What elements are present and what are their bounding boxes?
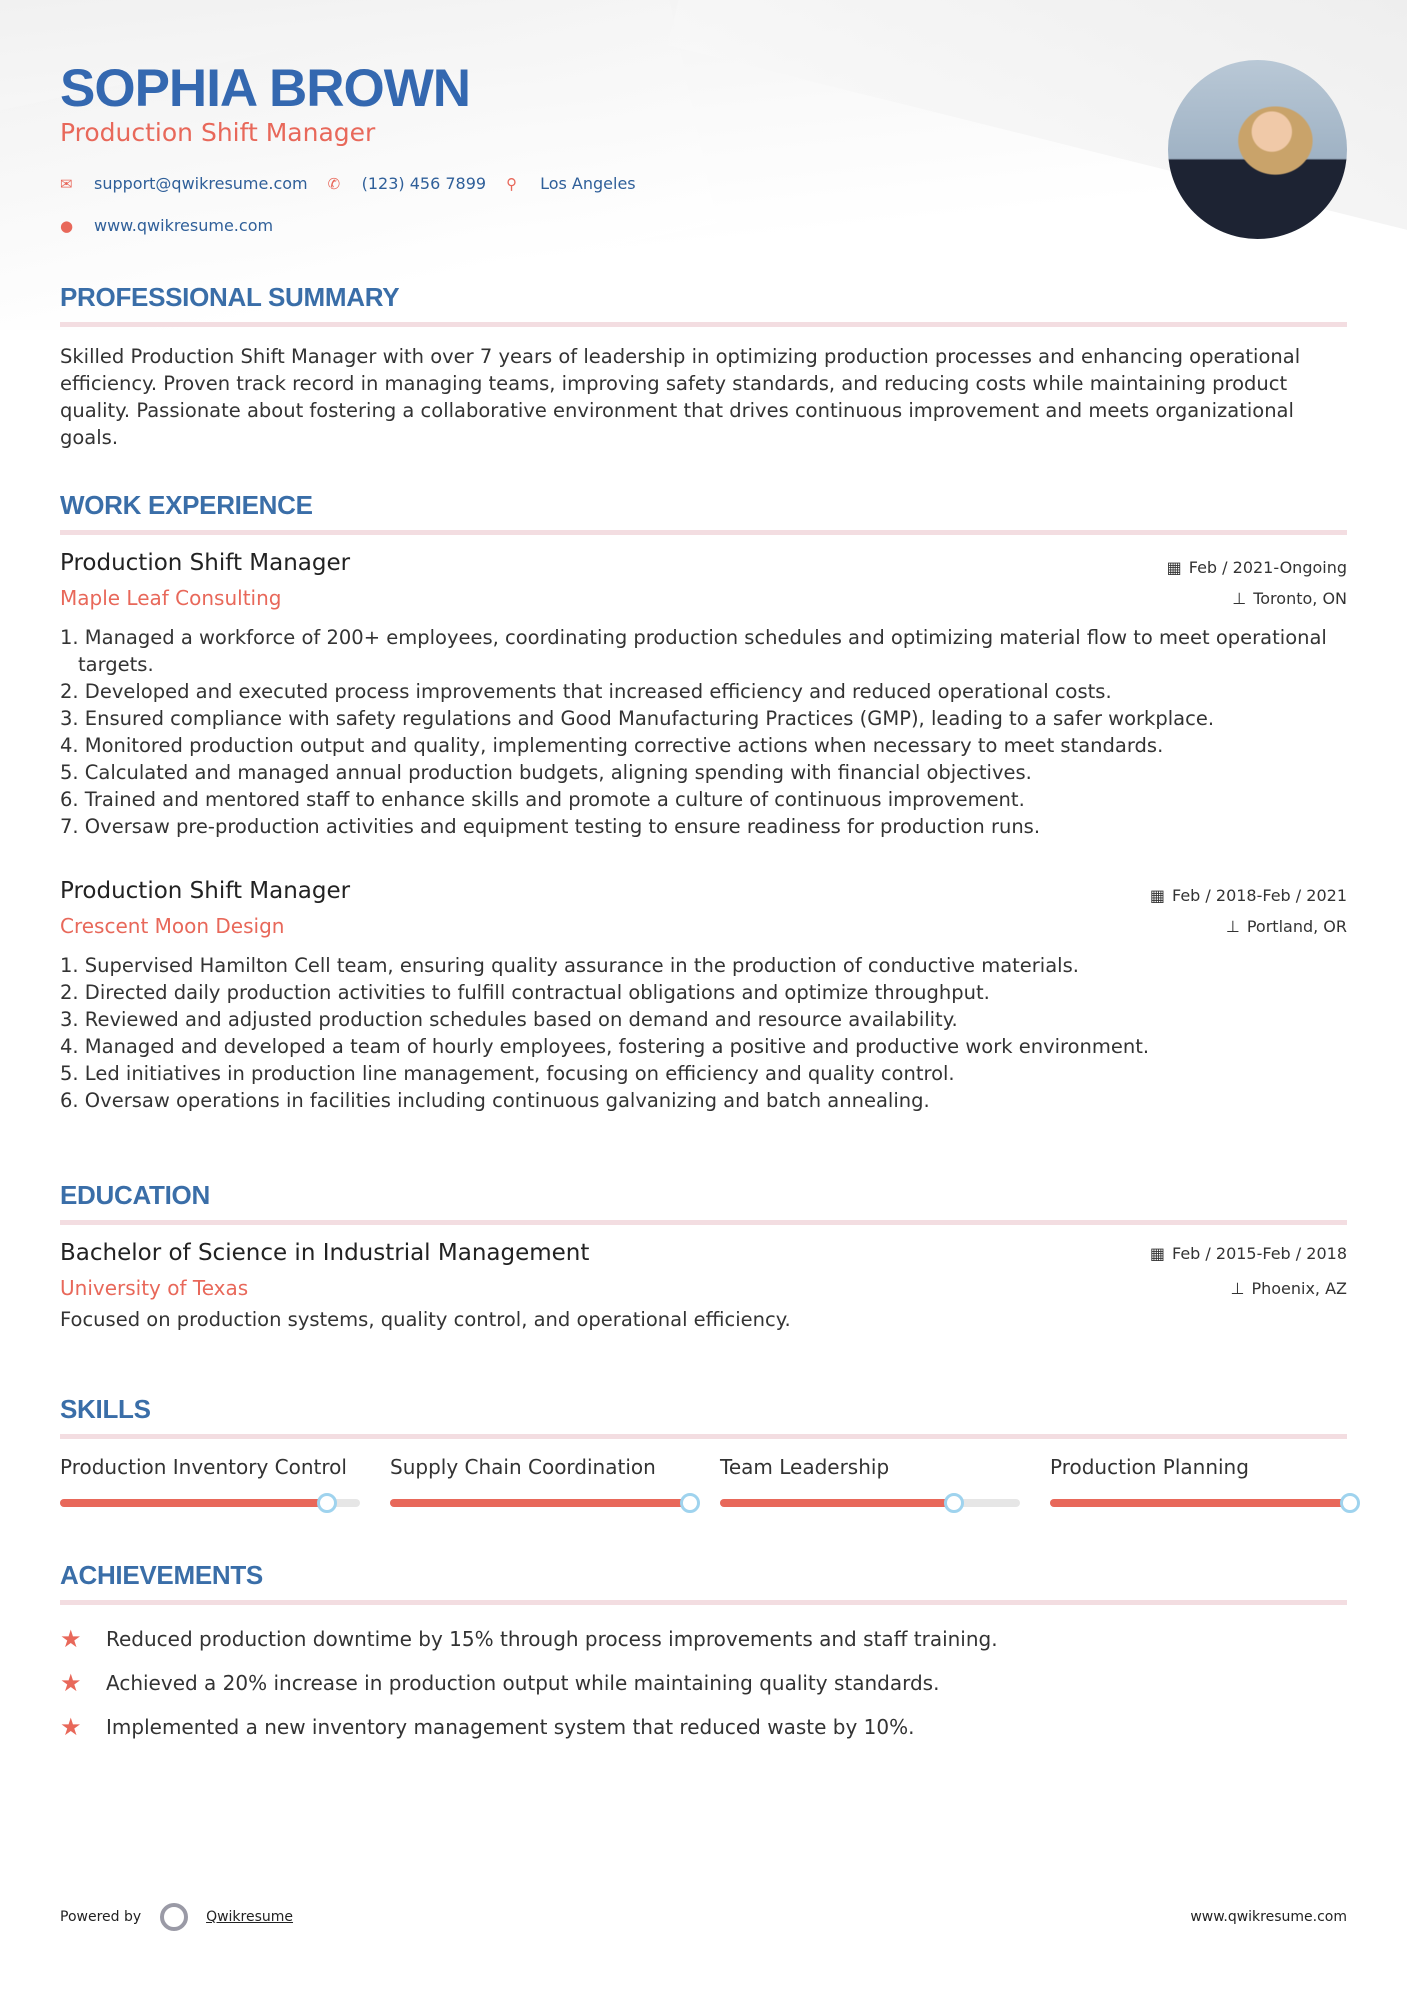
- envelope-icon: ✉: [60, 174, 73, 193]
- website-row: [60, 216, 293, 235]
- divider: [60, 322, 1347, 327]
- skills-list: [60, 1455, 1360, 1507]
- job-role: Production Shift Manager: [60, 550, 351, 576]
- education-location: Phoenix, AZ: [1251, 1279, 1347, 1298]
- contact-row: [60, 174, 656, 193]
- qwikresume-logo-icon: [160, 1903, 188, 1931]
- skill-bar: [1050, 1499, 1350, 1507]
- footer: [60, 1903, 1347, 1931]
- skill-bar: [60, 1499, 360, 1507]
- job-role: Production Shift Manager: [60, 878, 351, 904]
- job-entry: [60, 878, 1347, 1114]
- map-pin-icon: ⚲: [506, 174, 518, 193]
- job-location: Portland, OR: [1246, 917, 1347, 936]
- calendar-icon: ▦: [1149, 886, 1165, 905]
- list-item: 4. Managed and developed a team of hourly employees, fostering a positive and productive work environment.: [60, 1035, 1150, 1058]
- list-item: 3. Ensured compliance with safety regulations and Good Manufacturing Practices (GMP), leading to a safer workplace.: [60, 707, 1215, 730]
- list-item: 2. Developed and executed process improvements that increased efficiency and reduced operational costs.: [60, 680, 1112, 703]
- summary-text: Skilled Production Shift Manager with over 7 years of leadership in optimizing production processes and enhancing operational efficiency. Proven track record in managing teams, improving safety standards, and reducing costs while maintaining product quality. Passionate about fostering a collaborative environment that drives continuous improvement and meets organizational goals.: [60, 345, 1301, 449]
- achievements-section: [60, 1560, 1347, 1749]
- experience-section: [60, 490, 1347, 535]
- job-bullets: [60, 952, 1347, 1114]
- list-item: 5. Led initiatives in production line management, focusing on efficiency and quality control.: [60, 1062, 955, 1085]
- globe-icon: ●: [60, 216, 74, 235]
- footer-url[interactable]: www.qwikresume.com: [1190, 1909, 1347, 1925]
- pin-icon: ⊥: [1232, 589, 1247, 608]
- education-section: [60, 1180, 1347, 1225]
- qwikresume-link[interactable]: Qwikresume: [206, 1909, 294, 1925]
- achievement-item: ★ Implemented a new inventory management system that reduced waste by 10%.: [60, 1713, 915, 1741]
- job-bullets: [60, 624, 1347, 840]
- skill-item: [720, 1455, 1020, 1507]
- education-meta: [1150, 1244, 1347, 1298]
- job-dates: Feb / 2021-Ongoing: [1188, 558, 1347, 577]
- website-link[interactable]: www.qwikresume.com: [94, 216, 274, 235]
- school: University of Texas: [60, 1276, 249, 1300]
- email-link[interactable]: support@qwikresume.com: [94, 174, 308, 193]
- skill-bar: [720, 1499, 1020, 1507]
- job-dates: Feb / 2018-Feb / 2021: [1172, 886, 1347, 905]
- list-item: 5. Calculated and managed annual production budgets, aligning spending with financial objectives.: [60, 761, 1032, 784]
- education-entry: [60, 1240, 1347, 1333]
- job-location: Toronto, ON: [1253, 589, 1347, 608]
- star-icon: ★: [60, 1669, 82, 1697]
- list-item: 1. Managed a workforce of 200+ employees, coordinating production schedules and optimizing material flow to meet operational targets.: [60, 626, 1327, 676]
- education-description: Focused on production systems, quality control, and operational efficiency.: [60, 1308, 791, 1331]
- divider: [60, 1600, 1347, 1605]
- list-item: 6. Trained and mentored staff to enhance skills and promote a culture of continuous improvement.: [60, 788, 1025, 811]
- phone-icon: ✆: [327, 174, 341, 193]
- location-text: Los Angeles: [540, 174, 636, 193]
- list-item: 3. Reviewed and adjusted production schedules based on demand and resource availability.: [60, 1008, 958, 1031]
- skill-bar: [390, 1499, 690, 1507]
- skills-heading: SKILLS: [60, 1394, 151, 1424]
- summary-section: [60, 282, 1347, 451]
- list-item: 1. Supervised Hamilton Cell team, ensuring quality assurance in the production of conductive materials.: [60, 954, 1079, 977]
- job-meta: [1167, 558, 1347, 608]
- job-entry: [60, 550, 1347, 840]
- skill-label: Production Inventory Control: [60, 1455, 347, 1479]
- skill-label: Supply Chain Coordination: [390, 1455, 656, 1479]
- star-icon: ★: [60, 1625, 82, 1653]
- job-company: Crescent Moon Design: [60, 914, 285, 938]
- list-item: 2. Directed daily production activities to fulfill contractual obligations and optimize throughput.: [60, 981, 990, 1004]
- experience-heading: WORK EXPERIENCE: [60, 490, 313, 520]
- achievement-item: ★ Achieved a 20% increase in production output while maintaining quality standards.: [60, 1669, 940, 1697]
- candidate-title: Production Shift Manager: [60, 118, 376, 147]
- phone-text: (123) 456 7899: [361, 174, 487, 193]
- summary-heading: PROFESSIONAL SUMMARY: [60, 282, 400, 312]
- list-item: 6. Oversaw operations in facilities including continuous galvanizing and batch annealing.: [60, 1089, 930, 1112]
- divider: [60, 530, 1347, 535]
- powered-by-label: Powered by: [60, 1909, 142, 1925]
- calendar-icon: ▦: [1166, 558, 1182, 577]
- list-item: 4. Monitored production output and quality, implementing corrective actions when necessary to meet standards.: [60, 734, 1164, 757]
- star-icon: ★: [60, 1713, 82, 1741]
- education-heading: EDUCATION: [60, 1180, 210, 1210]
- degree: Bachelor of Science in Industrial Management: [60, 1240, 590, 1266]
- candidate-name: SOPHIA BROWN: [60, 59, 471, 118]
- achievement-item: ★ Reduced production downtime by 15% through process improvements and staff training.: [60, 1625, 998, 1653]
- divider: [60, 1220, 1347, 1225]
- skills-section: [60, 1394, 1347, 1439]
- skill-label: Production Planning: [1050, 1455, 1249, 1479]
- divider: [60, 1434, 1347, 1439]
- pin-icon: ⊥: [1230, 1279, 1245, 1298]
- job-company: Maple Leaf Consulting: [60, 586, 282, 610]
- list-item: 7. Oversaw pre-production activities and equipment testing to ensure readiness for production runs.: [60, 815, 1041, 838]
- education-dates: Feb / 2015-Feb / 2018: [1172, 1244, 1347, 1263]
- achievements-heading: ACHIEVEMENTS: [60, 1560, 263, 1590]
- job-meta: [1150, 886, 1347, 936]
- skill-label: Team Leadership: [720, 1455, 890, 1479]
- skill-item: [390, 1455, 690, 1507]
- calendar-icon: ▦: [1149, 1244, 1165, 1263]
- pin-icon: ⊥: [1225, 917, 1240, 936]
- avatar: [1168, 60, 1347, 239]
- skill-item: [60, 1455, 360, 1507]
- skill-item: [1050, 1455, 1350, 1507]
